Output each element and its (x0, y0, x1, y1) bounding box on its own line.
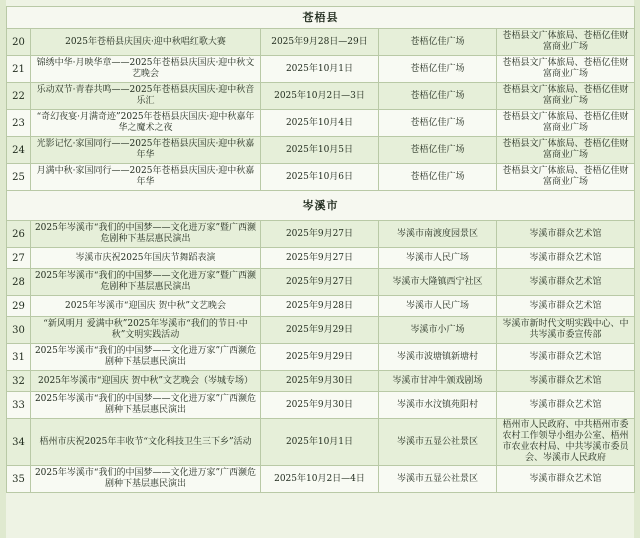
event-venue: 岑溪市五显公社景区 (379, 419, 497, 466)
event-date: 2025年9月30日 (261, 371, 379, 392)
event-date: 2025年10月1日 (261, 419, 379, 466)
event-organizer: 苍梧县文广体旅局、苍梧亿佳财富商业广场 (497, 83, 635, 110)
table-row (7, 56, 635, 83)
event-date: 2025年9月27日 (261, 248, 379, 269)
table-row (7, 137, 635, 164)
table-row (7, 392, 635, 419)
event-name: 2025年岑溪市“我们的中国梦——文化进万家”暨广西濒危剧种下基层惠民演出 (31, 221, 261, 248)
table-row (7, 29, 635, 56)
event-organizer: 苍梧县文广体旅局、苍梧亿佳财富商业广场 (497, 56, 635, 83)
event-date: 2025年9月29日 (261, 344, 379, 371)
row-number: 27 (7, 248, 31, 269)
section-header-row (7, 191, 635, 221)
event-name: 锦绣中华·月映华章——2025年苍梧县庆国庆·迎中秋文艺晚会 (31, 56, 261, 83)
row-number: 34 (7, 419, 31, 466)
event-name: “奇幻夜宴·月满奇迹”2025年苍梧县庆国庆·迎中秋嘉年华之魔术之夜 (31, 110, 261, 137)
event-date: 2025年10月4日 (261, 110, 379, 137)
event-name: 2025年岑溪市“我们的中国梦——文化进万家”广西濒危剧种下基层惠民演出 (31, 392, 261, 419)
row-number: 23 (7, 110, 31, 137)
event-name: 岑溪市庆祝2025年国庆节舞蹈表演 (31, 248, 261, 269)
row-number: 29 (7, 296, 31, 317)
event-organizer: 岑溪市群众艺术馆 (497, 466, 635, 493)
row-number: 30 (7, 317, 31, 344)
table-row (7, 344, 635, 371)
event-venue: 苍梧亿佳广场 (379, 164, 497, 191)
event-name: 2025年岑溪市“迎国庆 贺中秋”文艺晚会（岑城专场） (31, 371, 261, 392)
row-number: 25 (7, 164, 31, 191)
event-name: 2025年苍梧县庆国庆·迎中秋唱红歌大赛 (31, 29, 261, 56)
event-venue: 岑溪市南渡度园景区 (379, 221, 497, 248)
row-number: 24 (7, 137, 31, 164)
event-organizer: 岑溪市群众艺术馆 (497, 296, 635, 317)
event-organizer: 岑溪市新时代文明实践中心、中共岑溪市委宣传部 (497, 317, 635, 344)
table-row (7, 110, 635, 137)
event-date: 2025年10月6日 (261, 164, 379, 191)
event-name: 2025年岑溪市“我们的中国梦——文化进万家”广西濒危剧种下基层惠民演出 (31, 466, 261, 493)
section-title: 岑溪市 (7, 191, 635, 221)
event-venue: 岑溪市五显公社景区 (379, 466, 497, 493)
table-row (7, 296, 635, 317)
row-number: 31 (7, 344, 31, 371)
event-organizer: 岑溪市群众艺术馆 (497, 269, 635, 296)
section-title: 苍梧县 (7, 7, 635, 29)
table-row (7, 466, 635, 493)
event-venue: 岑溪市大隆镇西宁社区 (379, 269, 497, 296)
event-name: “新风明月 爱满中秋”2025年岑溪市“我们的节日·中秋”文明实践活动 (31, 317, 261, 344)
event-date: 2025年9月27日 (261, 221, 379, 248)
event-organizer: 苍梧县文广体旅局、苍梧亿佳财富商业广场 (497, 164, 635, 191)
event-venue: 岑溪市小广场 (379, 317, 497, 344)
event-venue: 岑溪市人民广场 (379, 248, 497, 269)
event-name: 月满中秋·家国同行——2025年苍梧县庆国庆·迎中秋嘉年华 (31, 164, 261, 191)
event-name: 梧州市庆祝2025年丰收节“文化科技卫生三下乡”活动 (31, 419, 261, 466)
row-number: 28 (7, 269, 31, 296)
event-name: 2025年岑溪市“迎国庆 贺中秋”文艺晚会 (31, 296, 261, 317)
row-number: 32 (7, 371, 31, 392)
event-organizer: 岑溪市群众艺术馆 (497, 344, 635, 371)
event-date: 2025年9月29日 (261, 317, 379, 344)
event-date: 2025年10月2日—4日 (261, 466, 379, 493)
event-organizer: 梧州市人民政府、中共梧州市委农村工作领导小组办公室、梧州市农业农村局、中共岑溪市委员会、岑溪市人民政府 (497, 419, 635, 466)
event-organizer: 苍梧县文广体旅局、苍梧亿佳财富商业广场 (497, 137, 635, 164)
event-organizer: 岑溪市群众艺术馆 (497, 248, 635, 269)
event-venue: 岑溪市波塘镇新塘村 (379, 344, 497, 371)
event-organizer: 岑溪市群众艺术馆 (497, 371, 635, 392)
event-venue: 苍梧亿佳广场 (379, 83, 497, 110)
row-number: 35 (7, 466, 31, 493)
event-date: 2025年10月1日 (261, 56, 379, 83)
section-header-row (7, 7, 635, 29)
table-row (7, 419, 635, 466)
event-date: 2025年9月30日 (261, 392, 379, 419)
event-venue: 苍梧亿佳广场 (379, 137, 497, 164)
table-row (7, 83, 635, 110)
event-organizer: 岑溪市群众艺术馆 (497, 221, 635, 248)
row-number: 20 (7, 29, 31, 56)
row-number: 22 (7, 83, 31, 110)
event-venue: 苍梧亿佳广场 (379, 56, 497, 83)
event-venue: 岑溪市人民广场 (379, 296, 497, 317)
table-row (7, 371, 635, 392)
event-venue: 岑溪市水汶镇苑阳村 (379, 392, 497, 419)
event-name: 乐动双节·青春共鸣——2025年苍梧县庆国庆·迎中秋音乐汇 (31, 83, 261, 110)
event-organizer: 岑溪市群众艺术馆 (497, 392, 635, 419)
event-organizer: 苍梧县文广体旅局、苍梧亿佳财富商业广场 (497, 29, 635, 56)
table-row (7, 164, 635, 191)
event-date: 2025年9月28日 (261, 296, 379, 317)
event-name: 2025年岑溪市“我们的中国梦——文化进万家”广西濒危剧种下基层惠民演出 (31, 344, 261, 371)
table-row (7, 269, 635, 296)
table-row (7, 317, 635, 344)
event-date: 2025年10月2日—3日 (261, 83, 379, 110)
events-table (6, 6, 635, 493)
event-venue: 苍梧亿佳广场 (379, 110, 497, 137)
row-number: 21 (7, 56, 31, 83)
row-number: 33 (7, 392, 31, 419)
event-name: 2025年岑溪市“我们的中国梦——文化进万家”暨广西濒危剧种下基层惠民演出 (31, 269, 261, 296)
event-organizer: 苍梧县文广体旅局、苍梧亿佳财富商业广场 (497, 110, 635, 137)
event-name: 光影记忆·家国同行——2025年苍梧县庆国庆·迎中秋嘉年华 (31, 137, 261, 164)
event-venue: 岑溪市甘冲牛颁戏剧场 (379, 371, 497, 392)
table-row (7, 221, 635, 248)
event-date: 2025年10月5日 (261, 137, 379, 164)
table-row (7, 248, 635, 269)
row-number: 26 (7, 221, 31, 248)
event-venue: 苍梧亿佳广场 (379, 29, 497, 56)
event-date: 2025年9月28日—29日 (261, 29, 379, 56)
event-date: 2025年9月27日 (261, 269, 379, 296)
